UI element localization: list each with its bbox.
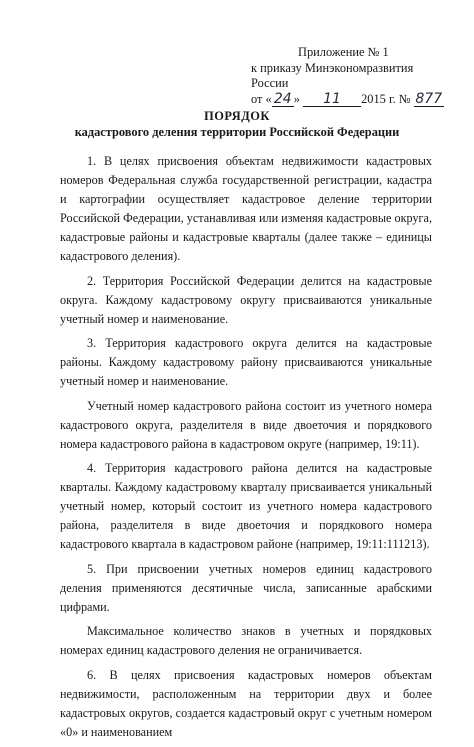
paragraph-3-note: Учетный номер кадастрового района состоит из учетного номера кадастрового округа, разделителя в виде двоеточия и порядкового номера кадастрового района в кадастровом округе (например, 19:11). bbox=[60, 398, 432, 451]
year-and-number-label: 2015 г. № bbox=[361, 91, 411, 106]
document-subtitle: кадастрового деления территории Российской Федерации bbox=[74, 125, 400, 139]
order-date-line bbox=[251, 92, 451, 108]
paragraph-2: 2. Территория Российской Федерации делится на кадастровые округа. Каждому кадастровому округу присваиваются уникальные учетный номер и наименование. bbox=[60, 273, 432, 326]
date-close-quote: » bbox=[293, 91, 300, 106]
paragraph-3: 3. Территория кадастрового округа делится на кадастровые районы. Каждому кадастровому району присваиваются уникальные учетный номер и наименование. bbox=[60, 336, 432, 388]
handwritten-day: 24 bbox=[272, 92, 294, 107]
handwritten-order-number: 877 bbox=[415, 90, 443, 107]
paragraph-4: 4. Территория кадастрового района делится на кадастровые кварталы. Каждому кадастровому кварталу присваивается уникальный учетный номер, который состоит из учетного номера кадастрового района, разделителя в виде двоеточия и порядкового номера кадастрового квартала в кадастровом районе (например, 19:11:111213). bbox=[60, 461, 432, 551]
document-title: ПОРЯДОК bbox=[204, 109, 270, 123]
order-reference: к приказу Минэкономразвития России bbox=[251, 60, 414, 90]
paragraph-5-note: Максимальное количество знаков в учетных и порядковых номерах единиц кадастрового деления не ограничивается. bbox=[60, 624, 432, 657]
appendix-header bbox=[251, 45, 451, 107]
paragraph-1: 1. В целях присвоения объектам недвижимости кадастровых номеров Федеральная служба государственной регистрации, кадастра и картографии осуществляет кадастровое деление территории Российской Федерации, устанавливая или изменяя кадастровые округа, кадастровые районы и кадастровые кварталы (далее также – единицы кадастрового деления). bbox=[60, 154, 432, 263]
paragraph-5: 5. При присвоении учетных номеров единиц кадастрового деления применяются десятичные числа, записанные арабскими цифрами. bbox=[60, 561, 432, 614]
date-prefix: от « bbox=[251, 91, 272, 106]
handwritten-month: 11 bbox=[303, 92, 361, 107]
appendix-label: Приложение № 1 bbox=[298, 45, 389, 59]
paragraph-6: 6. В целях присвоения кадастровых номеров объектам недвижимости, расположенным на территории двух и более кадастровых округов, создается кадастровый округ с учетным номером «0» и наименованием bbox=[60, 667, 432, 739]
document-body bbox=[60, 152, 432, 747]
